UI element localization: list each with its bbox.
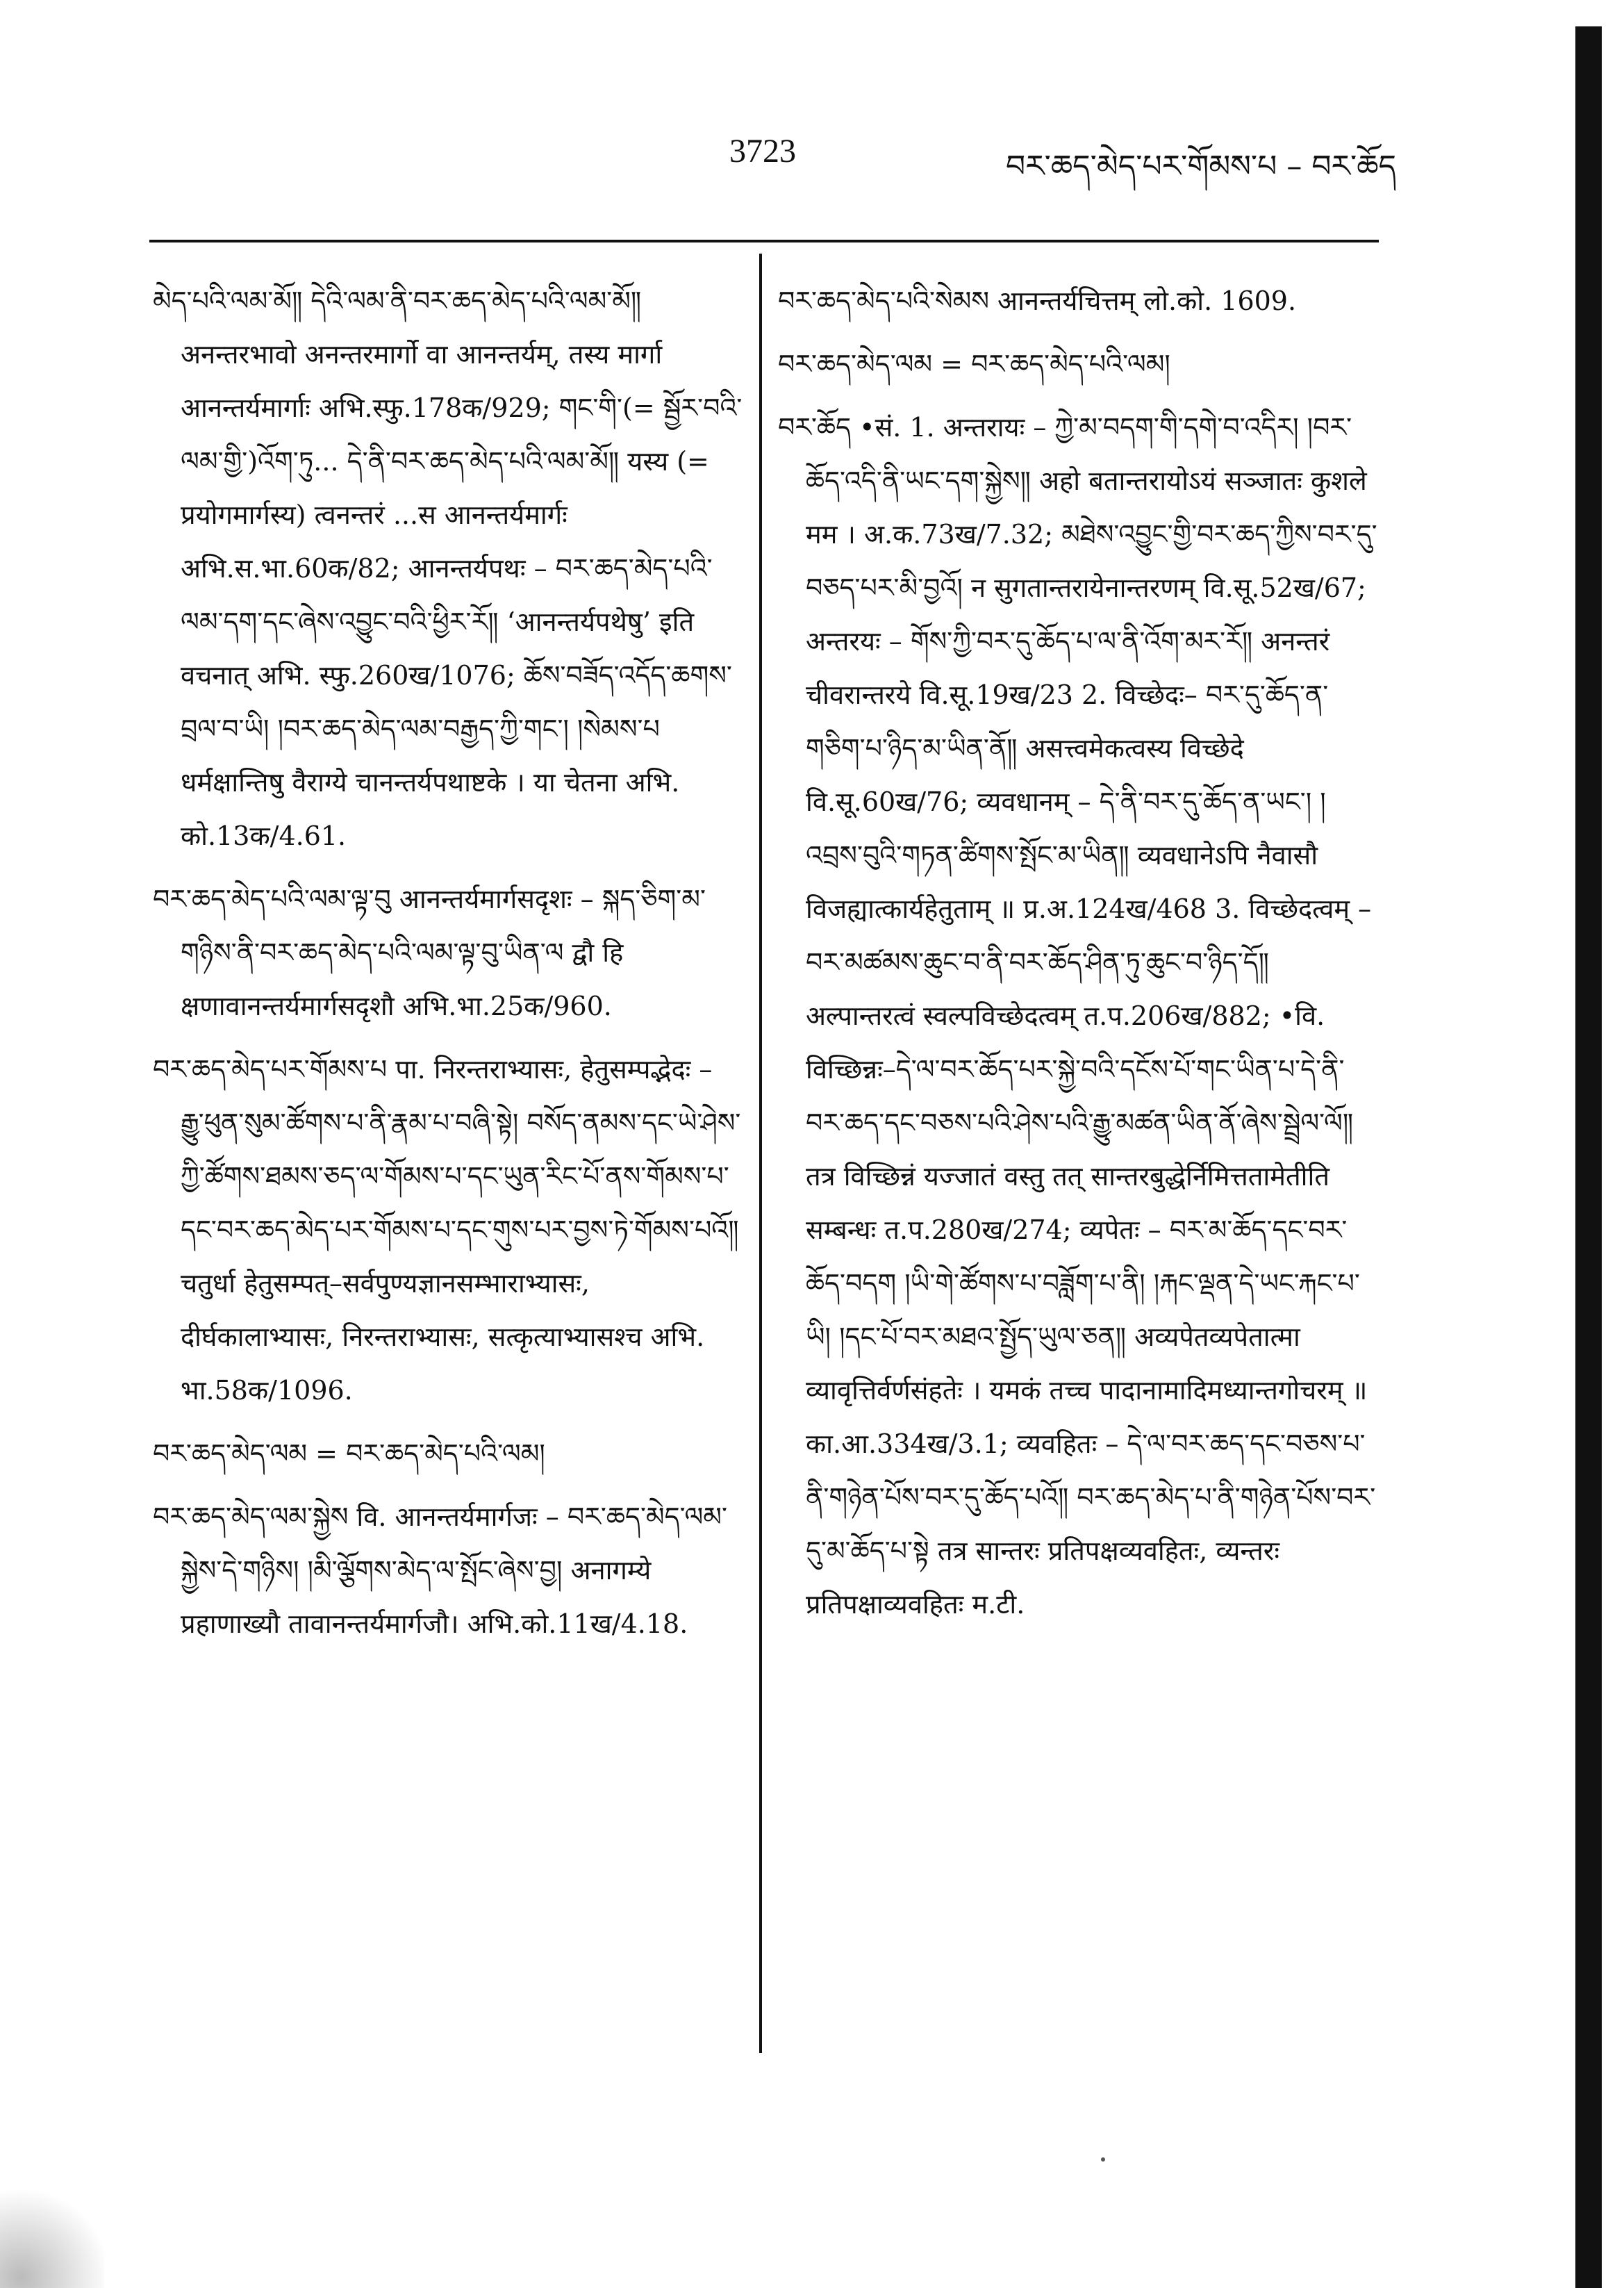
dictionary-entry: བར་ཆད་མེད་ལམ = བར་ཆད་མེད་པའི་ལམ། [153,1438,545,1469]
scan-speck [1101,2157,1105,2162]
running-head: བར་ཆད་མེད་པར་གོམས་པ – བར་ཆོད [1006,149,1396,184]
dictionary-entry: བར་ཆོད •सं. 1. अन्तरायः – ཀྱེ་མ་བདག་གི་དགེ་བ་འདིར། །བར་ཆོད་འདི་ནི་ཡང་དག་སྐྱེས༎ अहो बतान्तरायोऽयं सञ्जातः कुशले मम । अ.क.73ख/7.32; མཐེས་འབྱུང་གྱི་བར་ཆད་ཀྱིས་བར་དུ་བཅད་པར་མི་བྱའོ། न सुगतान्तरायेनान्तरणम् वि.सू.52ख/67; अन्तरयः – གོས་ཀྱི་བར་དུ་ཆོད་པ་ལ་ནི་འོག་མར་རོ༎ अनन्तरं चीवरान्तरये वि.सू.19ख/23 2. विच्छेदः– བར་དུ་ཆོད་ན་གཅིག་པ་ཉིད་མ་ཡིན་ནོ༎ असत्त्वमेकत्वस्य विच्छेदे वि.सू.60ख/76; व्यवधानम् – དེ་ནི་བར་དུ་ཆོད་ན་ཡང་། །འབྲས་བུའི་གཏན་ཚིགས་སྤོང་མ་ཡིན༎ व्यवधानेऽपि नैवासौ विजह्यात्कार्यहेतुताम् ॥ प्र.अ.124ख/468 3. विच्छेदत्वम् – བར་མཚམས་ཆུང་བ་ནི་བར་ཆོད་ཤིན་ཏུ་ཆུང་བ་ཉིད་དོ༎ अल्पान्तरत्वं स्वल्पविच्छेदत्वम् त.प.206ख/882; •वि. विच्छिन्नः–དེ་ལ་བར་ཆོད་པར་སྐྱེ་བའི་དངོས་པོ་གང་ཡིན་པ་དེ་ནི་བར་ཆད་དང་བཅས་པའི་ཤེས་པའི་རྒྱུ་མཚན་ཡིན་ནོ་ཞེས་སྦྲེལ་ལོ༎ तत्र विच्छिन्नं यज्जातं वस्तु तत् सान्तरबुद्धेर्निमित्ततामेतीति सम्बन्धः त.प.280ख/274; व्यपेतः – བར་མ་ཆོད་དང་བར་ཆོད་བདག །ཡི་གེ་ཚོགས་པ་བཟློག་པ་ནི། །རྐང་ལྡན་དེ་ཡང་རྐང་པ་ཡི། །དང་པོ་བར་མཐའ་སྤྱོད་ཡུལ་ཅན༎ अव्यपेतव्यपेतात्मा व्यावृत्तिर्वर्णसंहतेः । यमकं तच्च पादानामादिमध्यान्तगोचरम् ॥ का.आ.334ख/3.1; व्यवहितः – དེ་ལ་བར་ཆད་དང་བཅས་པ་ནི་གཉེན་པོས་བར་དུ་ཆོད་པའོ༎ བར་ཆད་མེད་པ་ནི་གཉེན་པོས་བར་དུ་མ་ཆོད་པ་སྟེ तत्र सान्तरः प्रतिपक्षव्यवहितः, व्यन्तरः प्रतिपक्षाव्यवहितः म.टी. [778,412,1377,1620]
column-divider [759,254,762,2053]
dictionary-entry: བར་ཆད་མེད་པར་གོམས་པ पा. निरन्तराभ्यासः, हेतुसम्पद्भेदः – རྒྱུ་ཕུན་སུམ་ཚོགས་པ་ནི་རྣམ་པ་བཞི་སྟེ། བསོད་ནམས་དང་ཡེ་ཤེས་ཀྱི་ཚོགས་ཐམས་ཅད་ལ་གོམས་པ་དང་ཡུན་རིང་པོ་ནས་གོམས་པ་དང་བར་ཆད་མེད་པར་གོམས་པ་དང་གུས་པར་བྱས་ཏེ་གོམས་པའོ༎ चतुर्धा हेतुसम्पत्–सर्वपुण्यज्ञानसम्भाराभ्यासः, दीर्घकालाभ्यासः, निरन्तराभ्यासः, सत्कृत्याभ्यासश्च अभि. भा.58क/1096. [153,1054,741,1406]
header-rule [149,240,1379,242]
dictionary-entry: མེད་པའི་ལམ་མོ༎ དེའི་ལམ་ནི་བར་ཆད་མེད་པའི་ལམ་མོ༎ अनन्तरभावो अनन्तरमार्गो वा आनन्तर्यम्, तस्य मार्गा आनन्तर्यमार्गाः अभि.स्फु.178क/929; གང་གི་(= སྦྱོར་བའི་ལམ་གྱི་)འོག་ཏུ... དེ་ནི་བར་ཆད་མེད་པའི་ལམ་མོ༎ यस्य (= प्रयोगमार्गस्य) त्वनन्तरं ...स आनन्तर्यमार्गः अभि.स.भा.60क/82; आनन्तर्यपथः – བར་ཆད་མེད་པའི་ལམ་དག་དང་ཞེས་འབྱུང་བའི་ཕྱིར་རོ༎ ‘आनन्तर्यपथेषु’ इति वचनात् अभि. स्फु.260ख/1076; ཆོས་བཟོད་འདོད་ཆགས་བྲལ་བ་ཡི། །བར་ཆད་མེད་ལམ་བརྒྱད་ཀྱི་གང་། །སེམས་པ धर्मक्षान्तिषु वैराग्ये चानन्तर्यपथाष्टके । या चेतना अभि. को.13क/4.61. [153,286,743,851]
dictionary-entry: བར་ཆད་མེད་པའི་སེམས आनन्तर्यचित्तम् लो.को. 1609. [778,286,1297,316]
scan-edge-bar [1575,26,1602,2288]
dictionary-entry: བར་ཆད་མེད་ལམ = བར་ཆད་མེད་པའི་ལམ། [778,349,1170,379]
left-column [153,274,743,1661]
scan-smudge [0,2182,104,2288]
right-column [778,274,1382,1641]
dictionary-entry: བར་ཆད་མེད་པའི་ལམ་ལྟ་བུ आनन्तर्यमार्गसदृशः – སྐད་ཅིག་མ་གཉིས་ནི་བར་ཆད་མེད་པའི་ལམ་ལྟ་བུ་ཡིན་ལ द्वौ हि क्षणावानन्तर्यमार्गसदृशौ अभि.भा.25क/960. [153,884,706,1021]
page-number: 3723 [729,133,796,170]
dictionary-entry: བར་ཆད་མེད་ལམ་སྐྱེས वि. आनन्तर्यमार्गजः – བར་ཆད་མེད་ལམ་སྐྱེས་དེ་གཉིས། །མི་ལྕོགས་མེད་ལ་སྤོང་ཞེས་བྱ། अनागम्ये प्रहाणाख्यौ तावानन्तर्यमार्गजौ। अभि.को.11ख/4.18. [153,1501,727,1639]
